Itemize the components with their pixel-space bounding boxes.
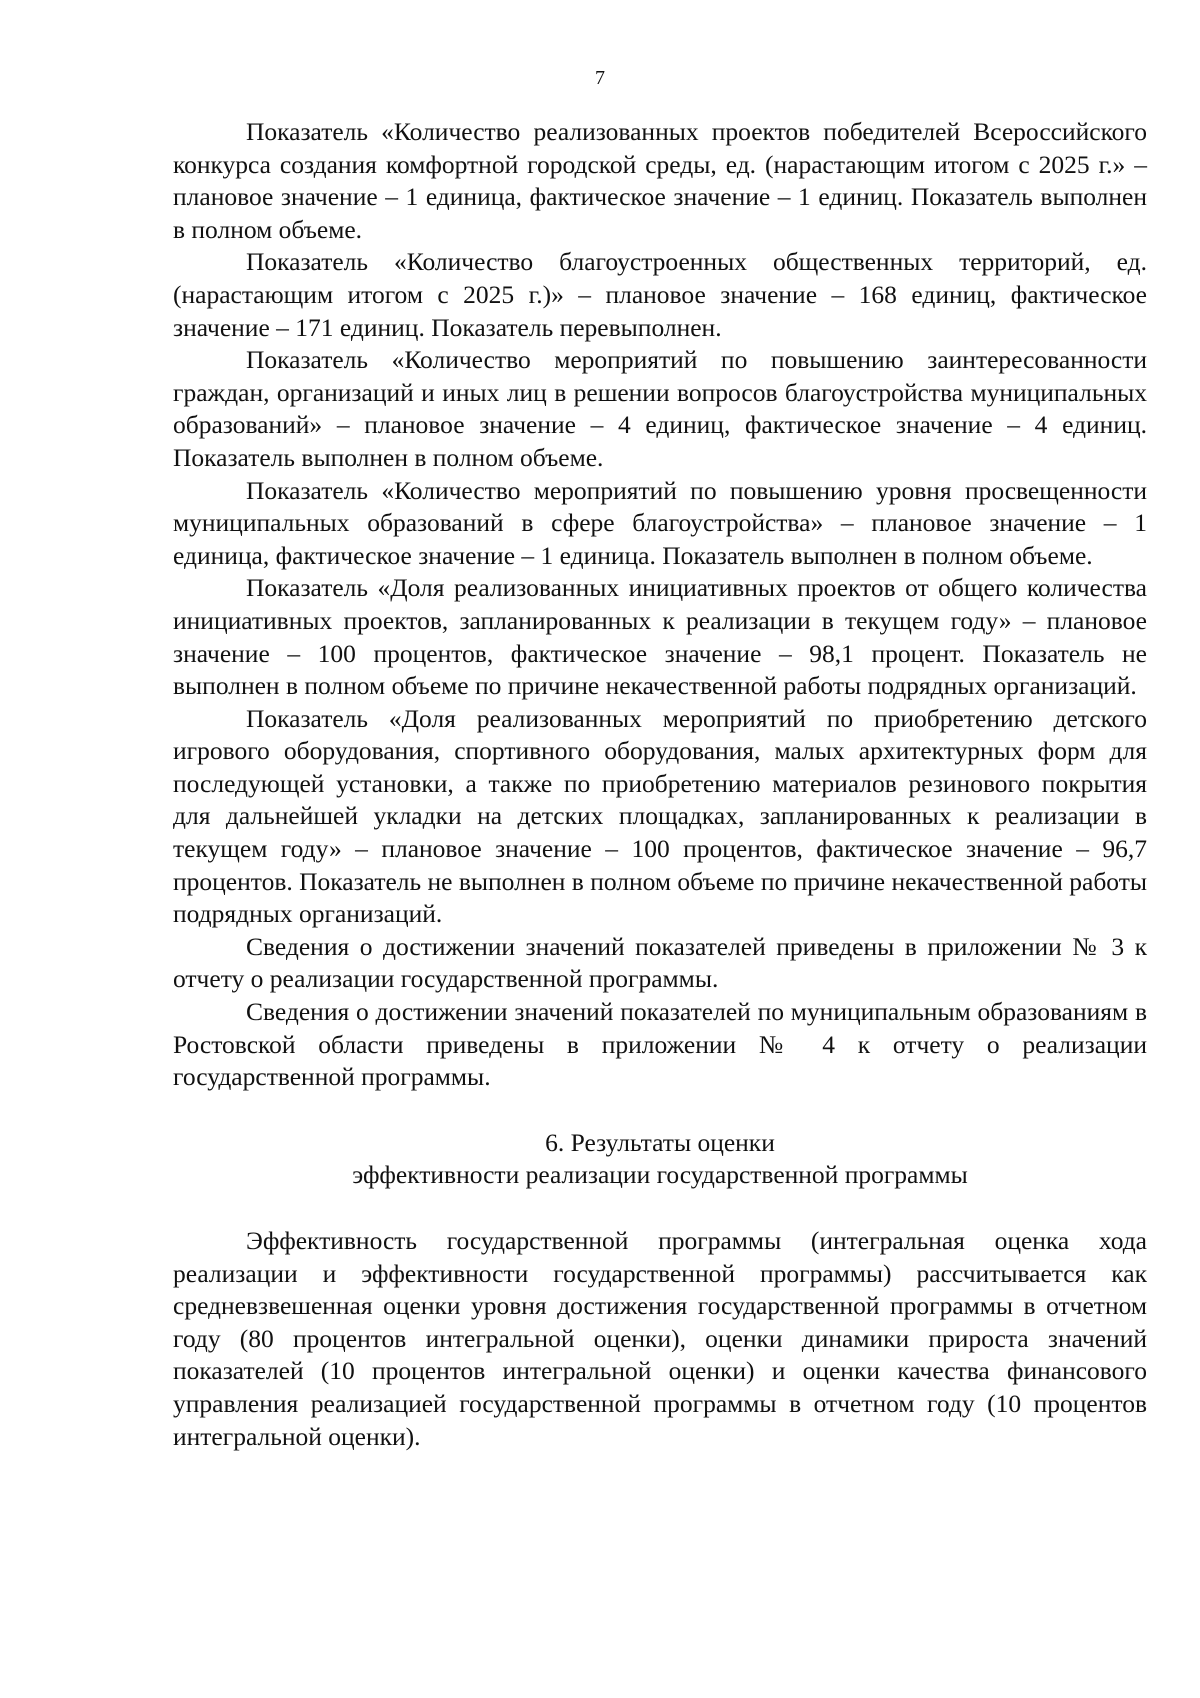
paragraph-indicator-awareness-events: Показатель «Количество мероприятий по повышению уровня просвещенности муниципальных образований в сфере благоустройства» – плановое значение – 1 единица, фактическое значение – 1 единица. Показатель выполнен в полном объеме. bbox=[173, 475, 1147, 570]
paragraph-efficiency-evaluation: Эффективность государственной программы (интегральная оценка хода реализации и эффективности государственной программы) рассчитывается как средневзвешенная оценки уровня достижения государственной программы в отчетном году (80 процентов интегральной оценки), оценки динамики прироста значений показателей (10 процентов интегральной оценки) и оценки качества финансового управления реализацией государственной программы в отчетном году (10 процентов интегральной оценки). bbox=[173, 1226, 1147, 1451]
page-number: 7 bbox=[595, 67, 605, 89]
paragraph-indicator-comfortable-city-projects: Показатель «Количество реализованных проектов победителей Всероссийского конкурса создания комфортной городской среды, ед. (нарастающим итогом с 2025 г.» – плановое значение – 1 единица, фактическое значение – 1 единиц. Показатель выполнен в полном объеме. bbox=[173, 117, 1147, 244]
paragraph-indicator-playground-equipment-share: Показатель «Доля реализованных мероприятий по приобретению детского игрового оборудования, спортивного оборудования, малых архитектурных форм для последующей установки, а также по приобретению материалов резинового покрытия для дальнейшей укладки на детских площадках, запланированных к реализации в текущем году» – плановое значение – 100 процентов, фактическое значение – 96,7 процентов. Показатель не выполнен в полном объеме по причине некачественной работы подрядных организаций. bbox=[173, 703, 1147, 929]
paragraph-appendix-3-reference: Сведения о достижении значений показателей приведены в приложении № 3 к отчету о реализации государственной программы. bbox=[173, 931, 1147, 994]
paragraph-appendix-4-reference: Сведения о достижении значений показателей по муниципальным образованиям в Ростовской области приведены в приложении № 4 к отчету о реализации государственной программы. bbox=[173, 997, 1147, 1092]
paragraph-indicator-citizen-engagement-events: Показатель «Количество мероприятий по повышению заинтересованности граждан, организаций и иных лиц в решении вопросов благоустройства муниципальных образований» – плановое значение – 4 единиц, фактическое значение – 4 единиц. Показатель выполнен в полном объеме. bbox=[173, 345, 1147, 472]
paragraph-indicator-public-territories: Показатель «Количество благоустроенных общественных территорий, ед. (нарастающим итогом с 2025 г.)» – плановое значение – 168 единиц, фактическое значение – 171 единиц. Показатель перевыполнен. bbox=[173, 247, 1147, 342]
section-heading-line-2: эффективности реализации государственной программы bbox=[352, 1160, 968, 1190]
document-body bbox=[173, 116, 1147, 1453]
section-heading bbox=[173, 1127, 1147, 1192]
paragraph-indicator-initiative-projects-share: Показатель «Доля реализованных инициативных проектов от общего количества инициативных проектов, запланированных к реализации в текущем году» – плановое значение – 100 процентов, фактическое значение – 98,1 процент. Показатель не выполнен в полном объеме по причине некачественной работы подрядных организаций. bbox=[173, 573, 1147, 701]
section-heading-line-1: 6. Результаты оценки bbox=[545, 1127, 775, 1157]
